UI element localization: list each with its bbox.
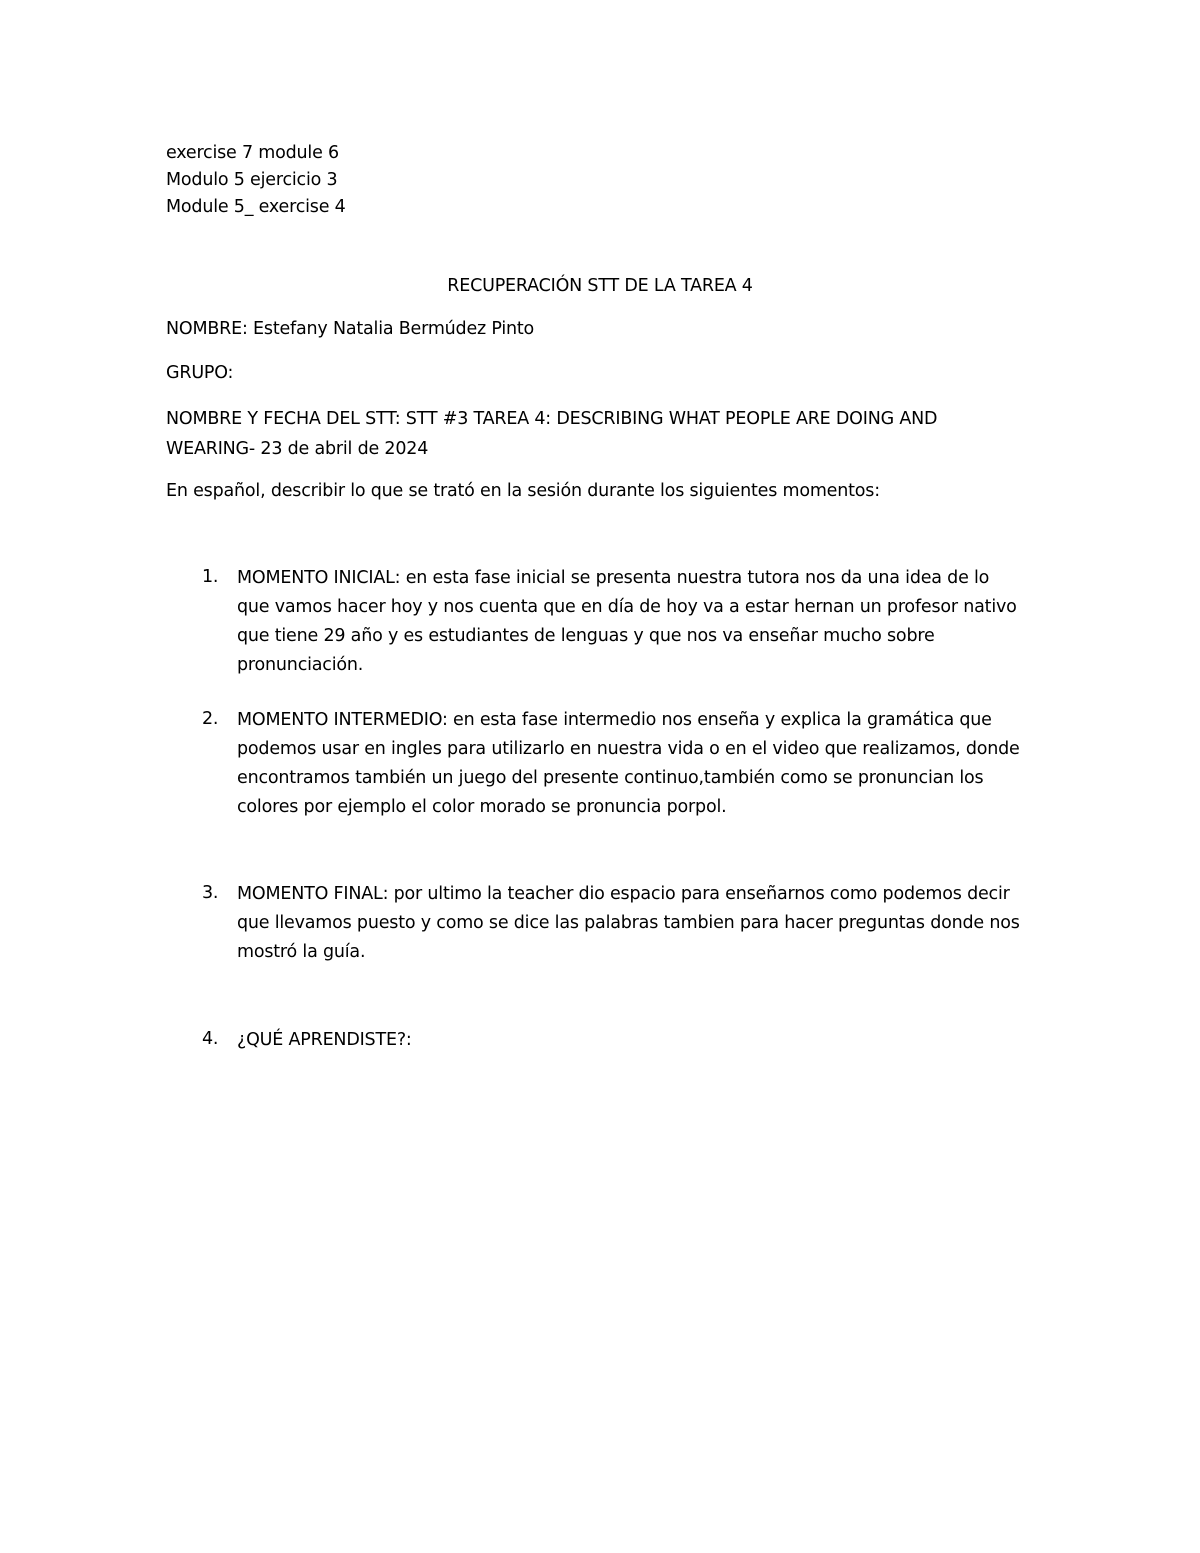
header-line-3: Module 5_ exercise 4 xyxy=(166,197,346,217)
list-item-text xyxy=(237,880,1046,967)
stt-field xyxy=(166,404,1066,464)
list-item-momento-final xyxy=(166,880,1046,967)
list-number: 2. xyxy=(202,709,219,729)
list-number: 4. xyxy=(202,1029,219,1049)
stt-line-1: NOMBRE Y FECHA DEL STT: STT #3 TAREA 4: DESCRIBING WHAT PEOPLE ARE DOING AND xyxy=(166,409,938,429)
list-item-text xyxy=(237,1026,1046,1055)
text-line: podemos usar en ingles para utilizarlo en nuestra vida o en el video que realizamos, donde xyxy=(237,739,1020,759)
list-item-text xyxy=(237,564,1046,680)
text-line: que tiene 29 año y es estudiantes de lenguas y que nos va enseñar mucho sobre xyxy=(237,626,935,646)
text-line: encontramos también un juego del presente continuo,también como se pronuncian los xyxy=(237,768,984,788)
list-item-que-aprendiste xyxy=(166,1026,1046,1055)
list-item-momento-intermedio xyxy=(166,706,1046,822)
text-line: que llevamos puesto y como se dice las palabras tambien para hacer preguntas donde nos xyxy=(237,913,1020,933)
nombre-field: NOMBRE: Estefany Natalia Bermúdez Pinto xyxy=(166,319,535,339)
text-line: MOMENTO INICIAL: en esta fase inicial se presenta nuestra tutora nos da una idea de lo xyxy=(237,568,990,588)
list-item-text xyxy=(237,706,1046,822)
header-line-2: Modulo 5 ejercicio 3 xyxy=(166,170,338,190)
list-number: 3. xyxy=(202,883,219,903)
text-line: MOMENTO FINAL: por ultimo la teacher dio espacio para enseñarnos como podemos decir xyxy=(237,884,1010,904)
text-line: colores por ejemplo el color morado se pronuncia porpol. xyxy=(237,797,727,817)
text-line: pronunciación. xyxy=(237,655,364,675)
text-line: que vamos hacer hoy y nos cuenta que en día de hoy va a estar hernan un profesor nativo xyxy=(237,597,1017,617)
header-line-1: exercise 7 module 6 xyxy=(166,143,339,163)
stt-line-2: WEARING- 23 de abril de 2024 xyxy=(166,439,429,459)
text-line: mostró la guía. xyxy=(237,942,366,962)
text-line: ¿QUÉ APRENDISTE?: xyxy=(237,1030,412,1050)
text-line: MOMENTO INTERMEDIO: en esta fase intermedio nos enseña y explica la gramática que xyxy=(237,710,992,730)
list-number: 1. xyxy=(202,567,219,587)
instruction-text: En español, describir lo que se trató en la sesión durante los siguientes momentos: xyxy=(166,481,880,501)
grupo-field: GRUPO: xyxy=(166,363,234,383)
document-title: RECUPERACIÓN STT DE LA TAREA 4 xyxy=(447,276,753,296)
list-item-momento-inicial xyxy=(166,564,1046,680)
header-notes xyxy=(166,140,346,221)
